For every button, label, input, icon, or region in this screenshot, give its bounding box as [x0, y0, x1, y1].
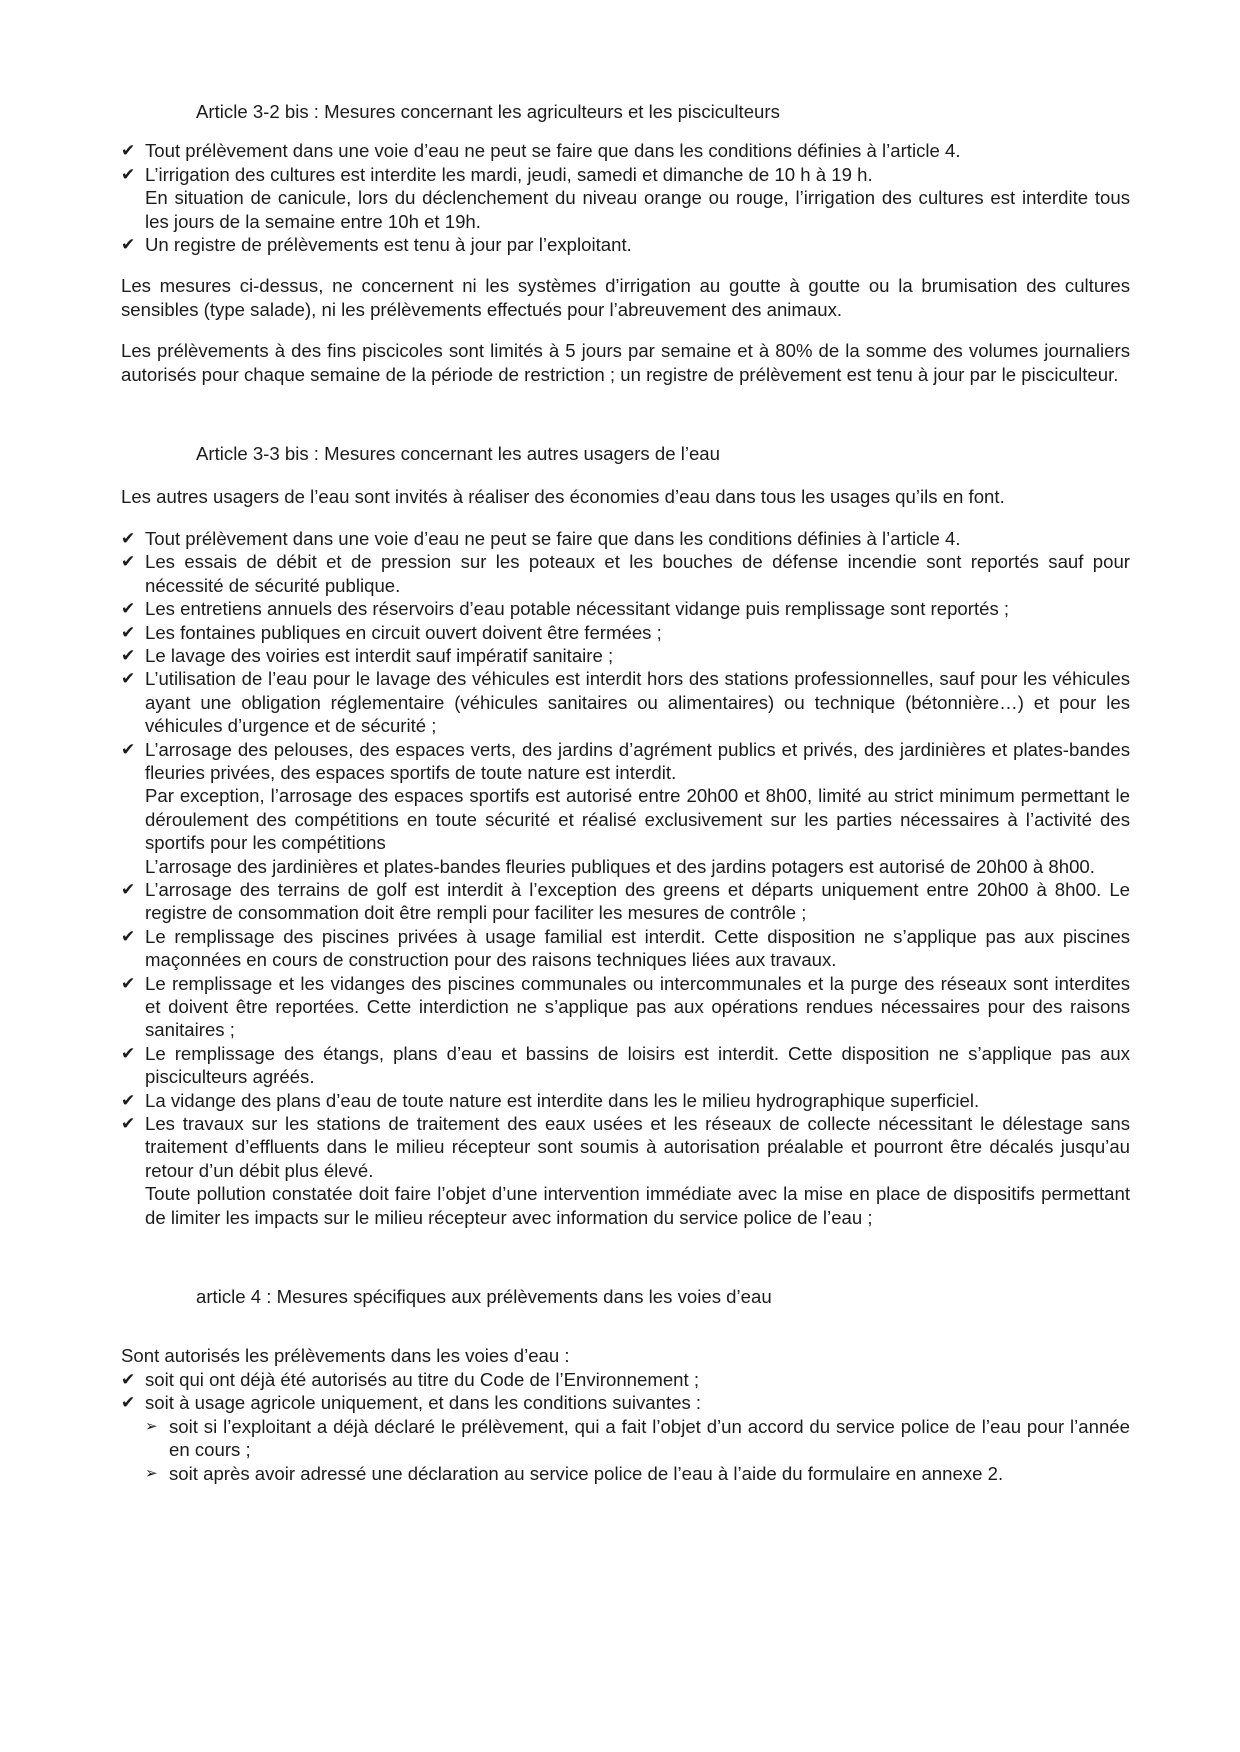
sub-list-item-text: soit si l’exploitant a déjà déclaré le prélèvement, qui a fait l’objet d’un accord du service police de l’eau pour l’année en cours ; — [169, 1415, 1130, 1461]
article-4-heading: article 4 : Mesures spécifiques aux prélèvements dans les voies d’eau — [196, 1286, 772, 1308]
paragraph: Sont autorisés les prélèvements dans les voies d’eau : — [121, 1345, 570, 1367]
list-item — [121, 621, 1130, 644]
list-item-text: Le lavage des voiries est interdit sauf impératif sanitaire ; — [145, 644, 614, 666]
check-icon: ✔ — [121, 552, 136, 572]
article-3-3-heading: Article 3-3 bis : Mesures concernant les autres usagers de l’eau — [196, 443, 720, 465]
list-item — [121, 925, 1130, 972]
list-item-text: L’arrosage des pelouses, des espaces verts, des jardins d’agrément publics et privés, des jardinières et plates-bandes fleuries privées, des espaces sportifs de toute nature est interdit. — [145, 738, 1130, 783]
list-item — [121, 738, 1130, 878]
list-item — [121, 1112, 1130, 1229]
sub-list-item-text: soit après avoir adressé une déclaration au service police de l’eau à l’aide du formulaire en annexe 2. — [169, 1462, 1004, 1484]
paragraph: Les mesures ci-dessus, ne concernent ni les systèmes d’irrigation au goutte à goutte ou la brumisation des cultures sensibles (type salade), ni les prélèvements effectués pour l’abreuvement des animaux. — [121, 275, 1130, 320]
list-item — [121, 163, 1130, 233]
article-3-3-list — [121, 527, 1130, 1229]
list-item-text: L’arrosage des terrains de golf est interdit à l’exception des greens et départs uniquement entre 20h00 à 8h00. Le registre de consommation doit être rempli pour faciliter les mesures de contrôle ; — [145, 878, 1130, 924]
sub-list-item — [145, 1462, 1130, 1485]
list-item-text: La vidange des plans d’eau de toute nature est interdite dans les le milieu hydrographique superficiel. — [145, 1089, 980, 1111]
list-item — [121, 550, 1130, 597]
list-item — [121, 1042, 1130, 1089]
list-item-text: Le remplissage des étangs, plans d’eau et bassins de loisirs est interdit. Cette disposition ne s’applique pas aux pisciculteurs agréés. — [145, 1042, 1130, 1088]
list-item-text: En situation de canicule, lors du déclenchement du niveau orange ou rouge, l’irrigation des cultures est interdite tous les jours de la semaine entre 10h et 19h. — [145, 187, 1130, 232]
sub-list-item — [145, 1415, 1130, 1462]
check-icon: ✔ — [121, 235, 136, 255]
check-icon: ✔ — [121, 973, 136, 993]
list-item-text: Les essais de débit et de pression sur les poteaux et les bouches de défense incendie sont reportés sauf pour nécessité de sécurité publique. — [145, 551, 1130, 596]
check-icon: ✔ — [121, 599, 136, 619]
check-icon: ✔ — [121, 622, 136, 642]
list-item-text: soit à usage agricole uniquement, et dans les conditions suivantes : — [145, 1392, 702, 1414]
list-item-text: Tout prélèvement dans une voie d’eau ne peut se faire que dans les conditions définies à l’article 4. — [145, 527, 961, 549]
paragraph: Les autres usagers de l’eau sont invités à réaliser des économies d’eau dans tous les usages qu’ils en font. — [121, 486, 1005, 508]
article-3-2-list — [121, 139, 1130, 256]
check-icon: ✔ — [121, 669, 136, 689]
check-icon: ✔ — [121, 879, 136, 899]
check-icon: ✔ — [121, 1393, 136, 1413]
list-item — [121, 527, 1130, 550]
list-item-text: Toute pollution constatée doit faire l’objet d’une intervention immédiate avec la mise en place de dispositifs permettant de limiter les impacts sur le milieu récepteur avec information du service police de l’eau ; — [145, 1183, 1130, 1228]
article-4-list — [121, 1368, 1130, 1415]
check-icon: ✔ — [121, 1043, 136, 1063]
list-item — [121, 233, 1130, 256]
article-4-sublist — [145, 1415, 1130, 1485]
list-item — [121, 972, 1130, 1042]
list-item — [121, 139, 1130, 162]
list-item-text: Les travaux sur les stations de traitement des eaux usées et les réseaux de collecte nécessitant le délestage sans traitement d’effluents dans le milieu récepteur sont soumis à autorisation préalable et pourront être décalés jusqu’au retour d’un débit plus élevé. — [145, 1113, 1130, 1181]
paragraph: Les prélèvements à des fins piscicoles sont limités à 5 jours par semaine et à 80% de la somme des volumes journaliers autorisés pour chaque semaine de la période de restriction ; un registre de prélèvement est tenu à jour par le pisciculteur. — [121, 340, 1130, 385]
list-item — [121, 644, 1130, 667]
list-item — [121, 667, 1130, 737]
check-icon: ✔ — [121, 926, 136, 946]
list-item-text: soit qui ont déjà été autorisés au titre du Code de l’Environnement ; — [145, 1368, 700, 1390]
arrow-bullet-icon: ➢ — [145, 1417, 158, 1435]
list-item-text: L’arrosage des jardinières et plates-bandes fleuries publiques et des jardins potagers est autorisé de 20h00 à 8h00. — [145, 855, 1095, 877]
list-item-text: Les entretiens annuels des réservoirs d’eau potable nécessitant vidange puis remplissage sont reportés ; — [145, 598, 1010, 620]
list-item-text: Un registre de prélèvements est tenu à jour par l’exploitant. — [145, 234, 632, 256]
check-icon: ✔ — [121, 141, 136, 161]
list-item-text: Le remplissage des piscines privées à usage familial est interdit. Cette disposition ne s’applique pas aux piscines maçonnées en cours de construction pour des raisons techniques liées aux travaux. — [145, 925, 1130, 971]
check-icon: ✔ — [121, 739, 136, 759]
list-item-text: L’irrigation des cultures est interdite les mardi, jeudi, samedi et dimanche de 10 h à 19 h. — [145, 163, 873, 185]
list-item-text: L’utilisation de l’eau pour le lavage des véhicules est interdit hors des stations professionnelles, sauf pour les véhicules ayant une obligation réglementaire (véhicules sanitaires ou alimentaires) ou technique (bétonnière…) et pour les véhicules d’urgence et de sécurité ; — [145, 668, 1130, 737]
check-icon: ✔ — [121, 528, 136, 548]
arrow-bullet-icon: ➢ — [145, 1464, 158, 1482]
check-icon: ✔ — [121, 1114, 136, 1134]
list-item-text: Le remplissage et les vidanges des piscines communales ou intercommunales et la purge des réseaux sont interdites et doivent être reportées. Cette interdiction ne s’applique pas aux opérations rendues nécessaires pour des raisons sanitaires ; — [145, 972, 1130, 1041]
check-icon: ✔ — [121, 1090, 136, 1110]
article-3-2-heading: Article 3-2 bis : Mesures concernant les agriculteurs et les pisciculteurs — [196, 101, 780, 122]
list-item — [121, 878, 1130, 925]
list-item — [121, 1089, 1130, 1112]
list-item-text: Les fontaines publiques en circuit ouvert doivent être fermées ; — [145, 621, 662, 643]
check-icon: ✔ — [121, 164, 136, 184]
list-item-text: Tout prélèvement dans une voie d’eau ne peut se faire que dans les conditions définies à l’article 4. — [145, 140, 961, 162]
check-icon: ✔ — [121, 645, 136, 665]
list-item — [121, 597, 1130, 620]
check-icon: ✔ — [121, 1369, 136, 1389]
list-item — [121, 1391, 1130, 1414]
list-item-text: Par exception, l’arrosage des espaces sportifs est autorisé entre 20h00 et 8h00, limité au strict minimum permettant le déroulement des compétitions en toute sécurité et réalisé exclusivement sur les parties nécessaires à l’activité des sportifs pour les compétitions — [145, 785, 1130, 854]
list-item — [121, 1368, 1130, 1391]
